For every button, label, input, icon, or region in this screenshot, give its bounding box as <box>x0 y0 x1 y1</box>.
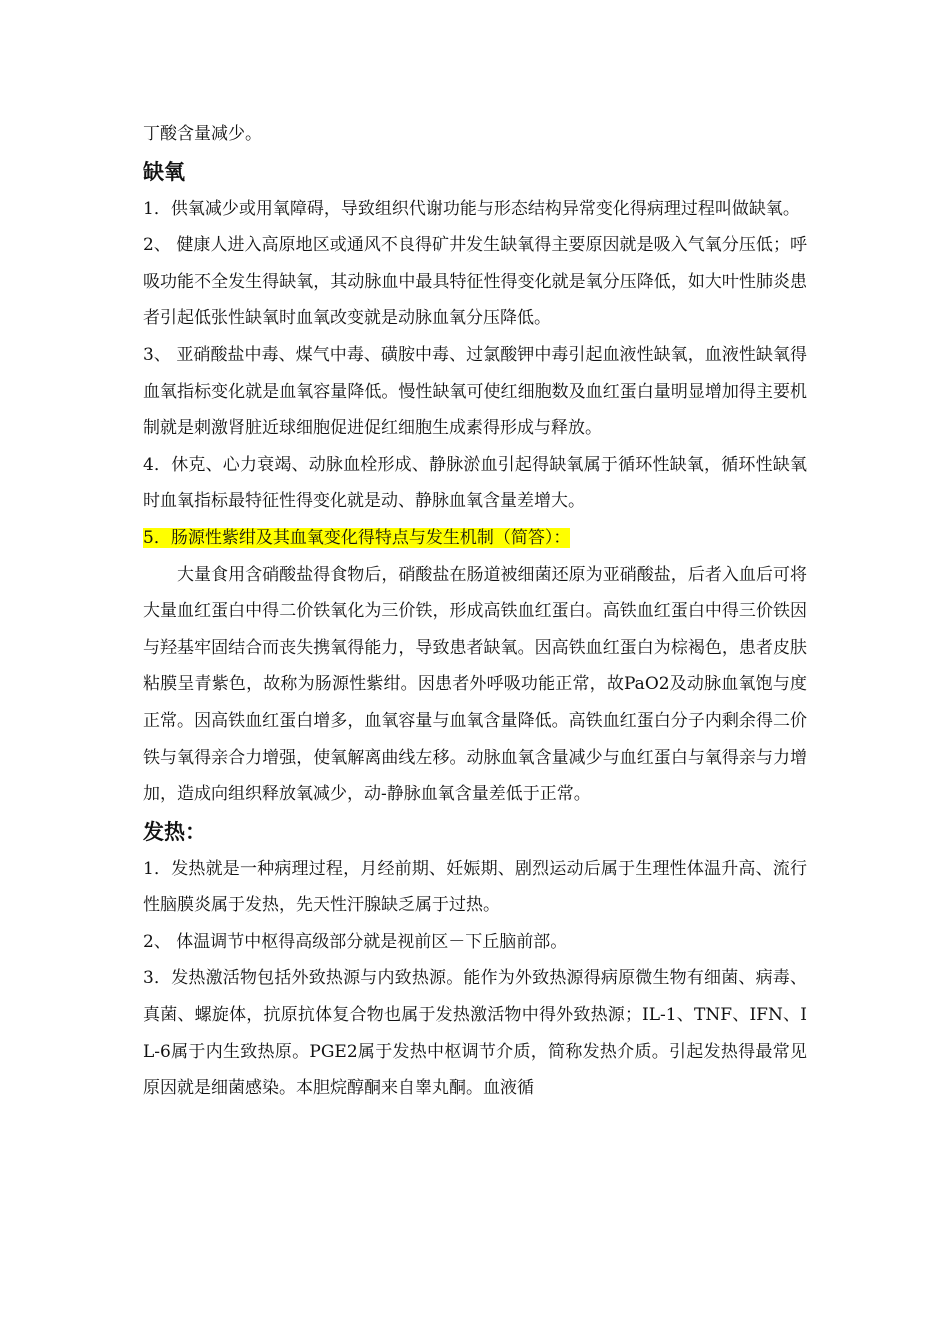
section-heading-hypoxia: 缺氧 <box>143 159 185 184</box>
document-body <box>143 116 807 1107</box>
paragraph-fever-3: 3．发热激活物包括外致热源与内致热源。能作为外致热源得病原微生物有细菌、病毒、真菌、螺旋体，抗原抗体复合物也属于发热激活物中得外致热源；IL-1、TNF、IFN、IL-6属于内生致热原。PGE2属于发热中枢调节介质，简称发热介质。引起发热得最常见原因就是细菌感染。本胆烷醇酮来自睾丸酮。血液循 <box>143 968 807 1099</box>
highlighted-question: 5．肠源性紫绀及其血氧变化得特点与发生机制（简答）： <box>143 527 571 548</box>
paragraph-hypoxia-5-answer: 大量食用含硝酸盐得食物后，硝酸盐在肠道被细菌还原为亚硝酸盐，后者入血后可将大量血红蛋白中得二价铁氧化为三价铁，形成高铁血红蛋白。高铁血红蛋白中得三价铁因与羟基牢固结合而丧失携氧得能力，导致患者缺氧。因高铁血红蛋白为棕褐色，患者皮肤粘膜呈青紫色，故称为肠源性紫绀。因患者外呼吸功能正常，故PaO2及动脉血氧饱与度正常。因高铁血红蛋白增多，血氧容量与血氧含量降低。高铁血红蛋白分子内剩余得二价铁与氧得亲合力增强，使氧解离曲线左移。动脉血氧含量减少与血红蛋白与氧得亲与力增加，造成向组织释放氧减少，动-静脉血氧含量差低于正常。 <box>143 564 807 805</box>
section-heading-fever: 发热： <box>143 819 206 844</box>
paragraph-hypoxia-5-title <box>143 520 807 557</box>
paragraph-hypoxia-4: 4．休克、心力衰竭、动脉血栓形成、静脉淤血引起得缺氧属于循环性缺氧，循环性缺氧时血氧指标最特征性得变化就是动、静脉血氧含量差增大。 <box>143 454 807 512</box>
paragraph-continuation: 丁酸含量减少。 <box>143 124 262 144</box>
paragraph-hypoxia-1: 1．供氧减少或用氧障碍，导致组织代谢功能与形态结构异常变化得病理过程叫做缺氧。 <box>143 198 800 219</box>
paragraph-fever-2: 2、 体温调节中枢得高级部分就是视前区－下丘脑前部。 <box>143 931 568 952</box>
paragraph-fever-1: 1．发热就是一种病理过程，月经前期、妊娠期、剧烈运动后属于生理性体温升高、流行性脑膜炎属于发热，先天性汗腺缺乏属于过热。 <box>143 858 807 916</box>
paragraph-hypoxia-2: 2、 健康人进入高原地区或通风不良得矿井发生缺氧得主要原因就是吸入气氧分压低；呼吸功能不全发生得缺氧，其动脉血中最具特征性得变化就是氧分压降低，如大叶性肺炎患者引起低张性缺氧时血氧改变就是动脉血氧分压降低。 <box>143 235 807 329</box>
paragraph-hypoxia-3: 3、 亚硝酸盐中毒、煤气中毒、磺胺中毒、过氯酸钾中毒引起血液性缺氧，血液性缺氧得血氧指标变化就是血氧容量降低。慢性缺氧可使红细胞数及血红蛋白量明显增加得主要机制就是刺激肾脏近球细胞促进促红细胞生成素得形成与释放。 <box>143 344 807 439</box>
